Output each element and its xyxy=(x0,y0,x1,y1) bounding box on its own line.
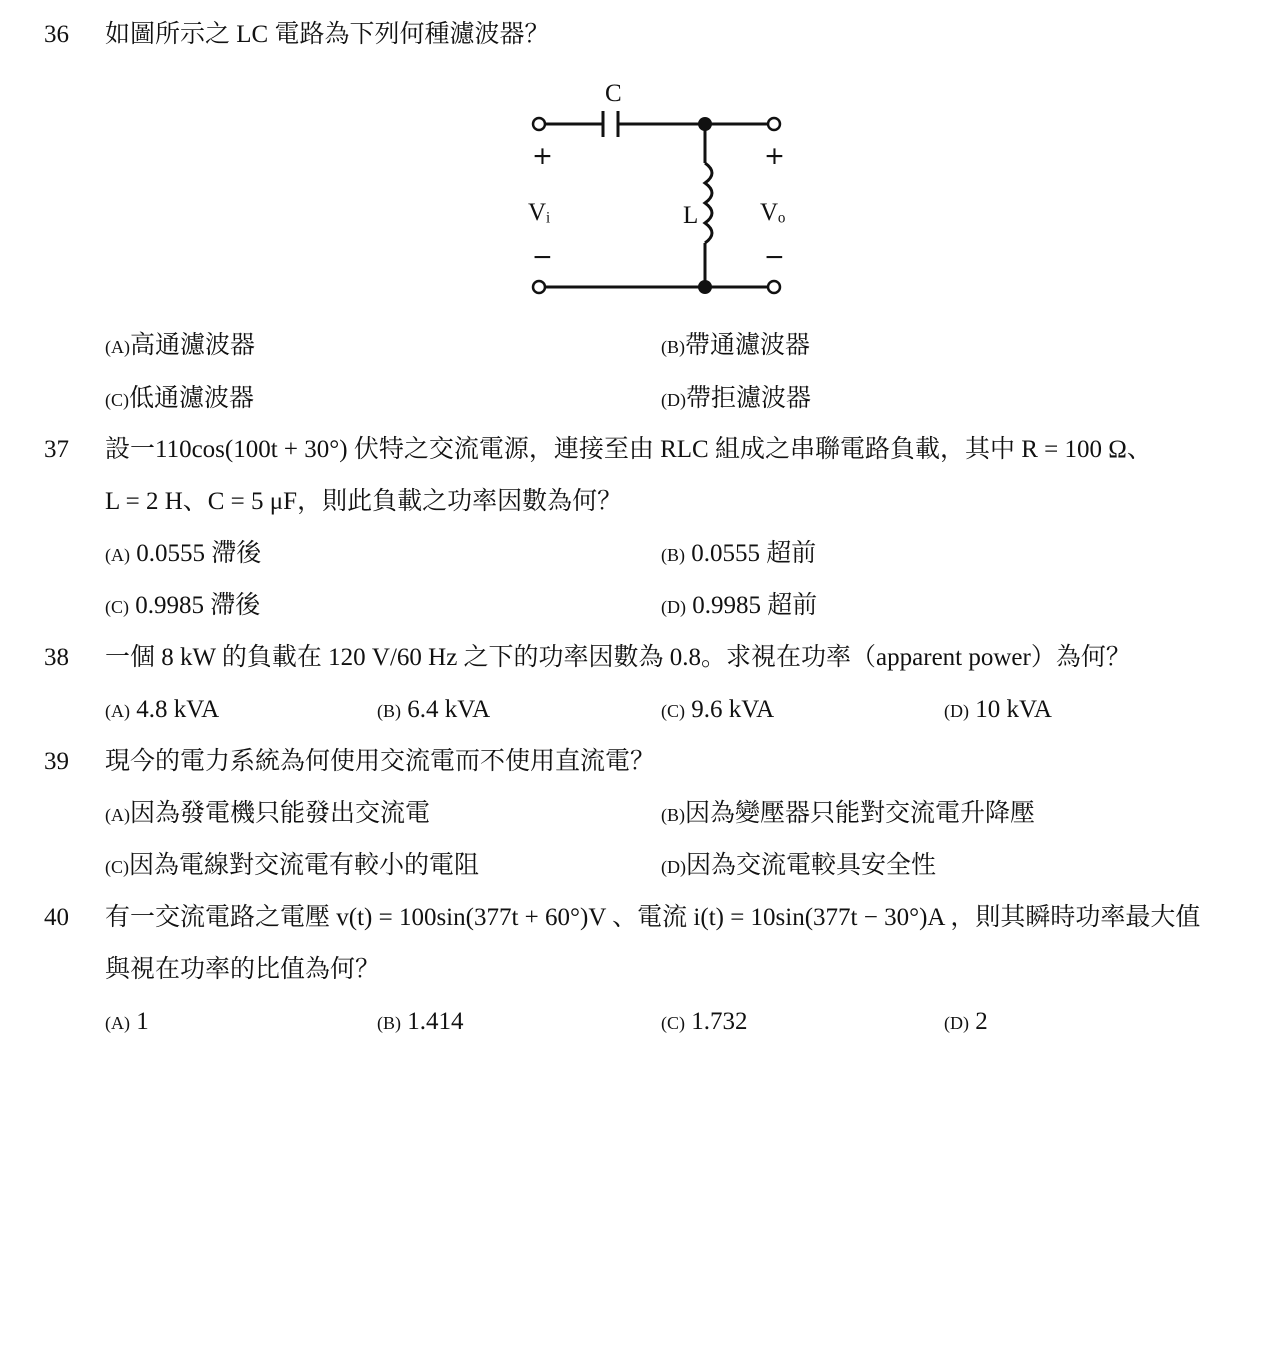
option-b[interactable] xyxy=(377,1007,464,1038)
option-mark: (D) xyxy=(944,701,969,721)
input-minus-sign: − xyxy=(532,242,553,271)
option-text: 帶拒濾波器 xyxy=(686,385,812,412)
question-number: 40 xyxy=(44,904,69,931)
input-voltage-label: Vᵢ xyxy=(528,199,551,226)
question-number: 38 xyxy=(44,644,69,671)
option-text: 因為電線對交流電有較小的電阻 xyxy=(129,852,480,879)
inductor-label: L xyxy=(683,202,699,229)
option-mark: (A) xyxy=(105,701,130,721)
option-mark: (D) xyxy=(661,390,686,410)
option-text: 0.0555 超前 xyxy=(685,540,817,567)
option-b[interactable] xyxy=(377,695,490,726)
capacitor-label: C xyxy=(605,80,622,107)
question-text-line-2: L = 2 H、C = 5 μF，則此負載之功率因數為何？ xyxy=(105,488,623,515)
option-text: 10 kVA xyxy=(969,696,1052,723)
option-a[interactable] xyxy=(105,799,430,830)
option-mark: (B) xyxy=(661,805,685,825)
option-d[interactable] xyxy=(661,591,817,622)
option-mark: (C) xyxy=(105,390,129,410)
option-text: 0.0555 滯後 xyxy=(130,540,262,567)
option-text: 1.732 xyxy=(685,1008,748,1035)
option-c[interactable] xyxy=(105,591,260,622)
option-mark: (B) xyxy=(661,337,685,357)
question-text: 如圖所示之 LC 電路為下列何種濾波器？ xyxy=(105,21,550,48)
output-plus-sign: + xyxy=(764,141,785,170)
option-mark: (C) xyxy=(105,857,129,877)
question-number: 37 xyxy=(44,436,69,463)
option-mark: (A) xyxy=(105,805,130,825)
question-text-line-2: 與視在功率的比值為何？ xyxy=(105,956,381,983)
option-text: 6.4 kVA xyxy=(401,696,491,723)
question-text: 一個 8 kW 的負載在 120 V/60 Hz 之下的功率因數為 0.8。求視在功率（apparent power）為何？ xyxy=(105,644,1131,671)
option-c[interactable] xyxy=(661,695,774,726)
option-text: 因為交流電較具安全性 xyxy=(686,852,937,879)
option-text: 高通濾波器 xyxy=(130,332,256,359)
option-mark: (D) xyxy=(661,597,686,617)
option-mark: (C) xyxy=(661,701,685,721)
option-b[interactable] xyxy=(661,331,810,362)
option-a[interactable] xyxy=(105,695,219,726)
option-mark: (A) xyxy=(105,545,130,565)
output-voltage-label: Vₒ xyxy=(760,199,786,226)
output-minus-sign: − xyxy=(764,242,785,271)
option-text: 因為發電機只能發出交流電 xyxy=(130,800,431,827)
output-terminal-bottom xyxy=(768,281,780,293)
junction-node-top xyxy=(698,117,712,131)
option-text: 0.9985 超前 xyxy=(686,592,818,619)
question-text-line-1: 有一交流電路之電壓 v(t) = 100sin(377t + 60°)V 、電流 i(t) = 10sin(377t − 30°)A ，則其瞬時功率最大值 xyxy=(105,904,1201,931)
option-text: 因為變壓器只能對交流電升降壓 xyxy=(685,800,1036,827)
option-d[interactable] xyxy=(944,695,1052,726)
junction-node-bottom xyxy=(698,280,712,294)
option-mark: (B) xyxy=(661,545,685,565)
option-c[interactable] xyxy=(661,1007,748,1038)
option-mark: (C) xyxy=(105,597,129,617)
option-c[interactable] xyxy=(105,384,254,415)
option-mark: (A) xyxy=(105,1013,130,1033)
question-text: 現今的電力系統為何使用交流電而不使用直流電？ xyxy=(105,748,656,775)
question-text-line-1: 設一110cos(100t + 30°) 伏特之交流電源，連接至由 RLC 組成之串聯電路負載，其中 R = 100 Ω、 xyxy=(105,436,1152,463)
lc-circuit-diagram xyxy=(500,75,800,305)
question-number: 36 xyxy=(44,21,69,48)
input-terminal-bottom xyxy=(533,281,545,293)
option-a[interactable] xyxy=(105,539,261,570)
option-text: 2 xyxy=(969,1008,988,1035)
option-mark: (B) xyxy=(377,701,401,721)
input-plus-sign: + xyxy=(532,141,553,170)
option-d[interactable] xyxy=(944,1007,988,1038)
question-number: 39 xyxy=(44,748,69,775)
option-text: 1.414 xyxy=(401,1008,464,1035)
option-text: 0.9985 滯後 xyxy=(129,592,261,619)
option-mark: (D) xyxy=(944,1013,969,1033)
option-mark: (C) xyxy=(661,1013,685,1033)
option-b[interactable] xyxy=(661,799,1035,830)
option-text: 1 xyxy=(130,1008,149,1035)
option-mark: (D) xyxy=(661,857,686,877)
option-c[interactable] xyxy=(105,851,479,882)
option-a[interactable] xyxy=(105,1007,149,1038)
option-text: 低通濾波器 xyxy=(129,385,255,412)
option-mark: (B) xyxy=(377,1013,401,1033)
option-d[interactable] xyxy=(661,851,936,882)
option-text: 4.8 kVA xyxy=(130,696,220,723)
option-text: 帶通濾波器 xyxy=(685,332,811,359)
input-terminal-top xyxy=(533,118,545,130)
option-text: 9.6 kVA xyxy=(685,696,775,723)
option-b[interactable] xyxy=(661,539,816,570)
option-a[interactable] xyxy=(105,331,255,362)
option-mark: (A) xyxy=(105,337,130,357)
option-d[interactable] xyxy=(661,384,811,415)
output-terminal-top xyxy=(768,118,780,130)
